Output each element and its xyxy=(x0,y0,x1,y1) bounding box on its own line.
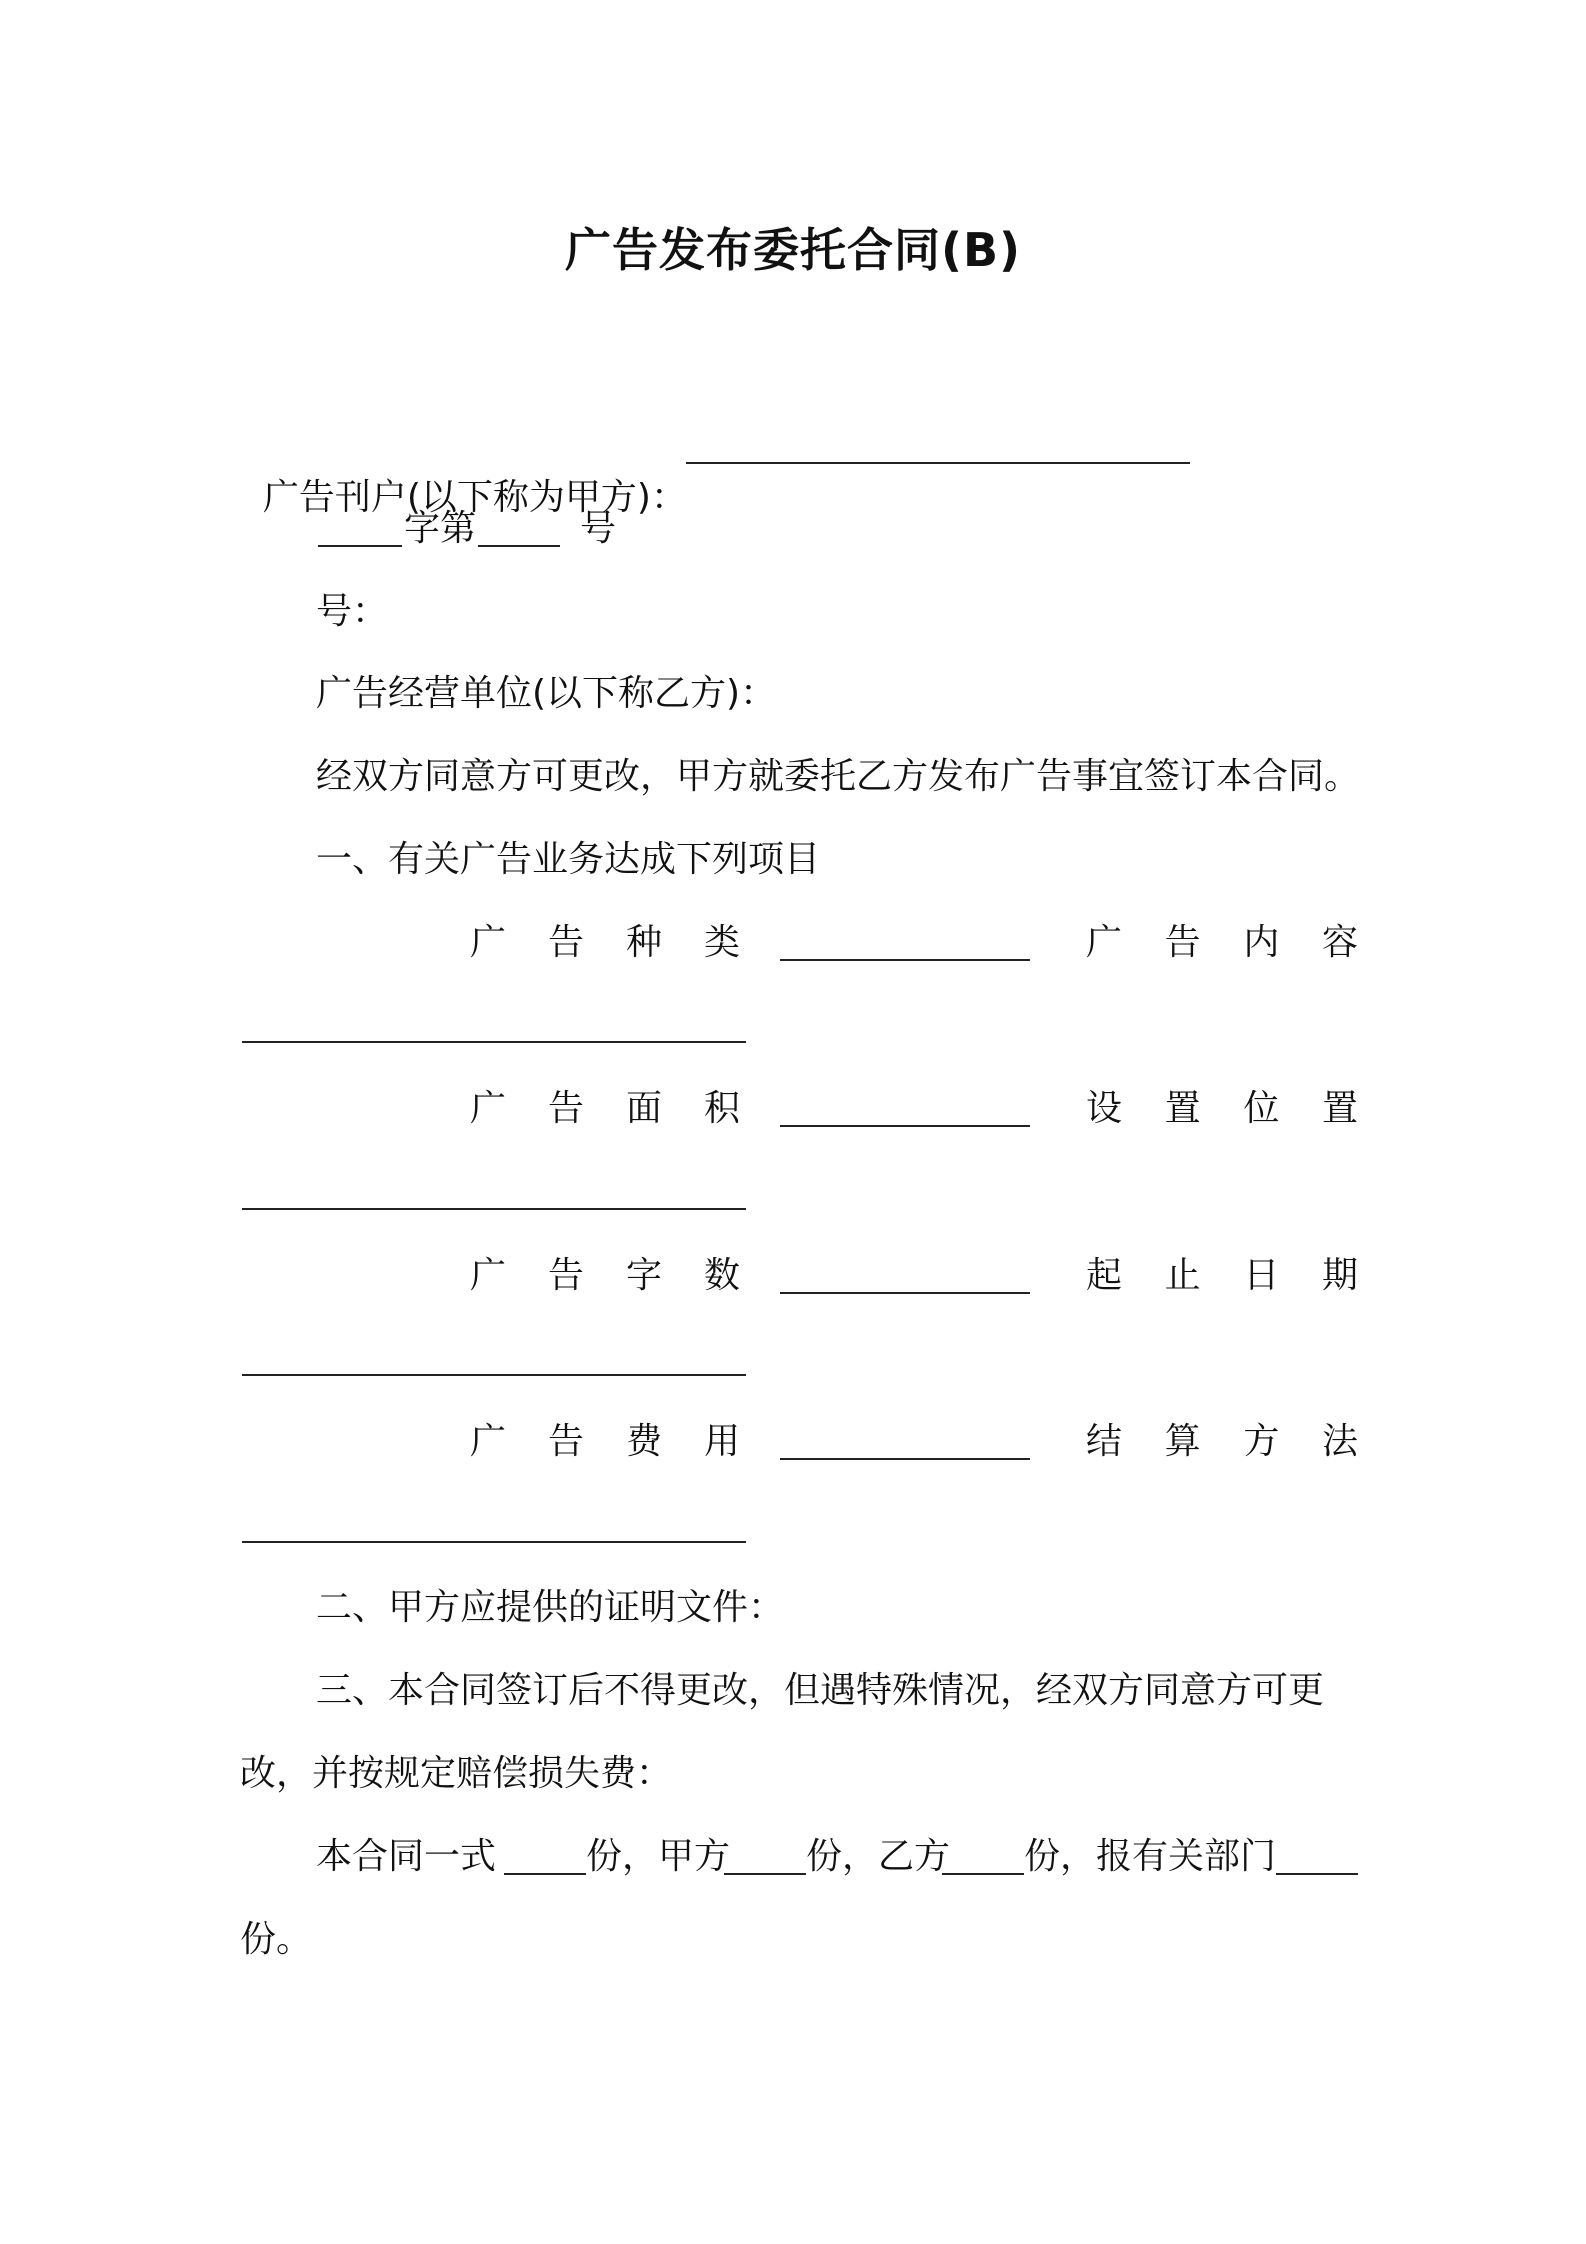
field-label-ad-fee: 广 告 费 用 xyxy=(470,1421,740,1462)
settlement-blank[interactable] xyxy=(242,1541,746,1543)
party-a-label: 广告刊户(以下称为甲方)： xyxy=(262,477,687,518)
ad-content-blank[interactable] xyxy=(242,1041,746,1043)
party-a-blank[interactable] xyxy=(686,462,1190,464)
field-label-ad-content: 广 告 内 容 xyxy=(1086,922,1358,963)
ad-area-blank[interactable] xyxy=(780,1125,1030,1127)
field-label-ad-type: 广 告 种 类 xyxy=(470,922,740,963)
copies-party-b-blank[interactable] xyxy=(942,1873,1024,1875)
ad-type-blank[interactable] xyxy=(780,959,1030,961)
field-label-settlement: 结 算 方 法 xyxy=(1086,1421,1358,1462)
party-b-label: 广告经营单位(以下称乙方)： xyxy=(316,673,777,714)
copies-part-3: 份，乙方 xyxy=(806,1836,951,1877)
section-1-heading: 一、有关广告业务达成下列项目 xyxy=(316,839,821,880)
copies-part-1: 本合同一式 xyxy=(316,1836,497,1877)
intro-text: 经双方同意方可更改，甲方就委托乙方发布广告事宜签订本合同。 xyxy=(316,756,1361,797)
number-label: 号： xyxy=(316,591,389,632)
field-label-placement: 设 置 位 置 xyxy=(1086,1088,1358,1129)
doc-prefix-blank[interactable] xyxy=(318,545,402,547)
field-label-date-range: 起 止 日 期 xyxy=(1086,1255,1358,1296)
copies-total-blank[interactable] xyxy=(504,1873,586,1875)
section-3-line-1: 三、本合同签订后不得更改，但遇特殊情况，经双方同意方可更 xyxy=(316,1670,1325,1711)
section-2-heading: 二、甲方应提供的证明文件： xyxy=(316,1587,785,1628)
copies-part-2: 份，甲方 xyxy=(586,1836,731,1877)
copies-end: 份。 xyxy=(240,1919,313,1960)
copies-department-blank[interactable] xyxy=(1276,1873,1358,1875)
document-title: 广告发布委托合同(B) xyxy=(564,223,1022,277)
field-label-word-count: 广 告 字 数 xyxy=(470,1255,740,1296)
placement-blank[interactable] xyxy=(242,1208,746,1210)
ad-fee-blank[interactable] xyxy=(780,1458,1030,1460)
doc-hao-label: 号 xyxy=(580,508,617,549)
doc-number-blank[interactable] xyxy=(478,545,560,547)
copies-party-a-blank[interactable] xyxy=(724,1873,806,1875)
copies-part-4: 份，报有关部门 xyxy=(1024,1836,1277,1877)
field-label-ad-area: 广 告 面 积 xyxy=(470,1088,740,1129)
word-count-blank[interactable] xyxy=(780,1292,1030,1294)
section-3-line-2: 改，并按规定赔偿损失费： xyxy=(240,1753,673,1794)
doc-zi-label: 字第 xyxy=(404,508,477,549)
date-range-blank[interactable] xyxy=(242,1374,746,1376)
